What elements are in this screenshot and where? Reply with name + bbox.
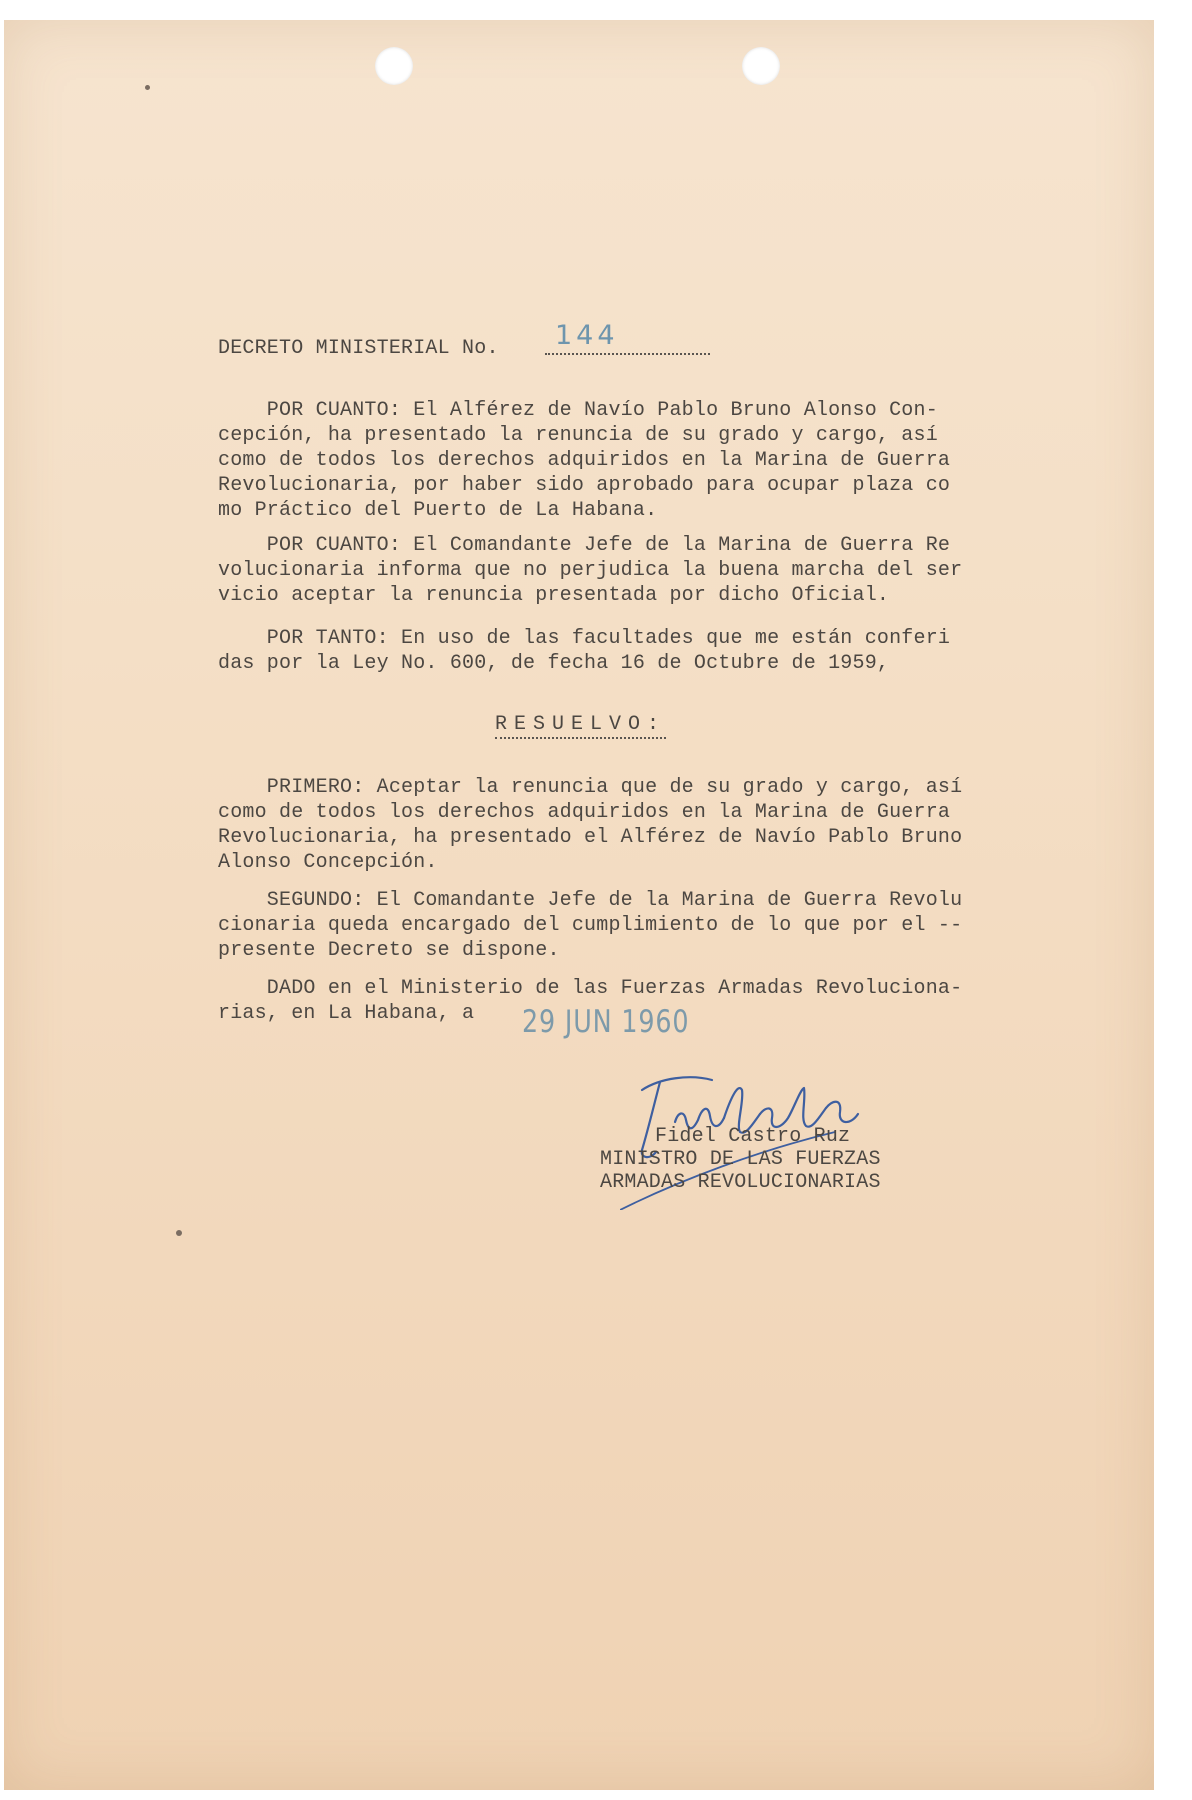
text-line: POR CUANTO: El Alférez de Navío Pablo Bruno Alonso Con-	[218, 399, 938, 422]
decree-title: DECRETO MINISTERIAL No.	[218, 337, 499, 360]
signatory-title-2: ARMADAS REVOLUCIONARIAS	[600, 1171, 881, 1194]
text-line: como de todos los derechos adquiridos en la Marina de Guerra	[218, 801, 951, 824]
text-line: Revolucionaria, ha presentado el Alférez de Navío Pablo Bruno	[218, 826, 963, 849]
text-line: das por la Ley No. 600, de fecha 16 de Octubre de 1959,	[218, 652, 890, 675]
resolution-primero	[218, 775, 1048, 875]
paper-speck	[176, 1230, 182, 1236]
text-line: SEGUNDO: El Comandante Jefe de la Marina de Guerra Revolu	[218, 889, 963, 912]
text-line: POR TANTO: En uso de las facultades que me están conferi	[218, 627, 951, 650]
paper-speck	[145, 85, 150, 90]
date-stamp: 29 JUN 1960	[522, 1004, 690, 1040]
text-line: mo Práctico del Puerto de La Habana.	[218, 499, 658, 522]
text-line: POR CUANTO: El Comandante Jefe de la Marina de Guerra Re	[218, 534, 951, 557]
decree-number-stamp: 144	[555, 320, 619, 351]
signatory-title-1: MINISTRO DE LAS FUERZAS	[600, 1148, 881, 1171]
text-line: vicio aceptar la renuncia presentada por dicho Oficial.	[218, 584, 890, 607]
punch-hole	[375, 47, 413, 85]
text-line: como de todos los derechos adquiridos en la Marina de Guerra	[218, 449, 951, 472]
text-line: presente Decreto se dispone.	[218, 939, 560, 962]
text-line: cionaria queda encargado del cumplimiento de lo que por el --	[218, 914, 963, 937]
resuelvo-heading: RESUELVO:	[495, 713, 666, 739]
text-line: volucionaria informa que no perjudica la buena marcha del ser	[218, 559, 963, 582]
text-line: Alonso Concepción.	[218, 851, 438, 874]
text-line: cepción, ha presentado la renuncia de su grado y cargo, así	[218, 424, 938, 447]
text-line: Revolucionaria, por haber sido aprobado para ocupar plaza co	[218, 474, 951, 497]
text-line: rias, en La Habana, a	[218, 1002, 475, 1025]
resolution-segundo	[218, 888, 1048, 963]
punch-hole	[742, 47, 780, 85]
por-tanto	[218, 626, 1048, 676]
considerando-1	[218, 398, 1048, 523]
signatory-name: Fidel Castro Ruz	[655, 1125, 851, 1148]
text-line: PRIMERO: Aceptar la renuncia que de su grado y cargo, así	[218, 776, 963, 799]
signatory-block	[600, 1125, 881, 1194]
decree-number-line	[545, 353, 710, 355]
considerando-2	[218, 533, 1048, 608]
text-line: DADO en el Ministerio de las Fuerzas Armadas Revoluciona-	[218, 977, 963, 1000]
